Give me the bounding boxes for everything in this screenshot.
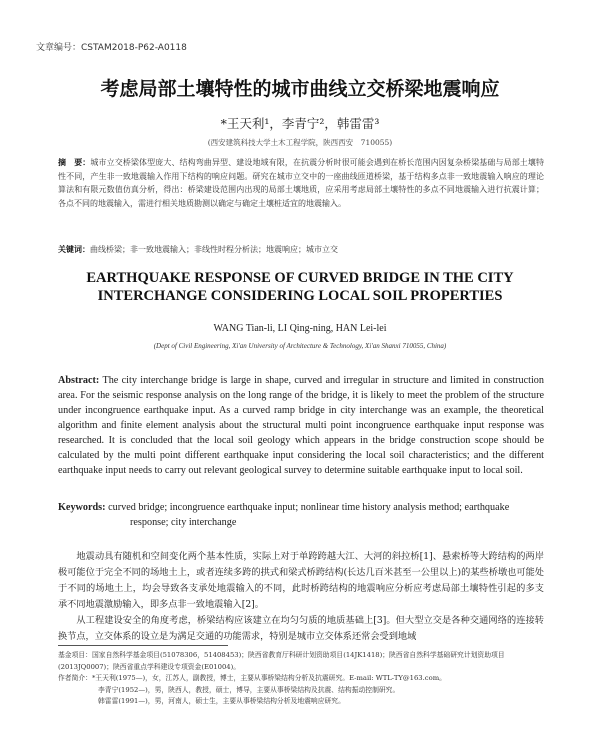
- body-text: [58, 549, 544, 645]
- english-abstract-label: Abstract:: [58, 375, 100, 386]
- english-keywords-label: Keywords:: [58, 502, 106, 513]
- chinese-affiliation: (西安建筑科技大学土木工程学院，陕西西安 710055): [207, 138, 393, 147]
- chinese-abstract: [58, 156, 544, 210]
- footnote-author-1-text: *王天利(1975—)，女，江苏人，副教授，博士，主要从事桥梁结构分析及抗震研究。E-mail: WTL-TY@163.com。: [91, 674, 446, 682]
- english-authors: WANG Tian-li, LI Qing-ning, HAN Lei-lei: [213, 323, 387, 334]
- chinese-keywords-text: 曲线桥梁；非一致地震输入；非线性时程分析法；地震响应；城市立交: [90, 245, 338, 254]
- chinese-title: 考虑局部土壤特性的城市曲线立交桥梁地震响应: [100, 78, 500, 100]
- footnote-author-1: [58, 673, 544, 685]
- chinese-abstract-label: 摘 要：: [58, 157, 91, 167]
- footnote-rule: [58, 645, 228, 646]
- footnotes: [58, 650, 544, 708]
- body-paragraph-2: 从工程建设安全的角度考虑，桥梁结构应该建立在均匀匀质的地质基础上[3]。但大型立交是各种交通网络的连接转换节点，立交体系的设立是为满足交通的功能需求，特别是城市立交体系还常会受到地域: [58, 615, 544, 642]
- footnote-funding: [58, 650, 544, 673]
- footnote-author-3: 韩雷雷(1991—)，男，河南人，硕士生，主要从事桥梁结构分析及地震响应研究。: [98, 697, 345, 705]
- chinese-abstract-text: 城市立交桥梁体型庞大、结构弯曲异型、建设地域有限，在抗震分析时很可能会遇到在桥长范围内因复杂桥梁基础与局部土壤特性不同，产生非一致地震输入作用下结构的响应问题。研究在城市立交中的一座曲线匝道桥梁，基于结构多点非一致地震输入响应的理论算法和有限元数值仿真分析，得出：桥梁建设范围内出现的局部土壤地质，应采用考虑局部土壤特性的多点不同地震输入进行抗震计算；各点不同的地震输入，需进行相关地质勘测以确定与确定土壤桩适宜的地震输入。: [58, 158, 545, 208]
- english-keywords: [58, 500, 544, 530]
- body-paragraph-1: 地震动具有随机和空间变化两个基本性质，实际上对于单跨跨越大江、大河的斜拉桥[1]、悬索桥等大跨结构的两岸极可能位于完全不同的场地土上，或者连续多跨的拱式和梁式桥跨结构(长达几百米甚至一公里以上)的某些桥墩也可能处于不同的场地土上，均会导致各支承处地震输入的不同，此时桥跨结构的地震响应分析应考虑局部土壤特性引起的多支承不同地震激励输入，即多点非一致地震输入[2]。: [58, 551, 544, 610]
- footnote-funding-text: 国家自然科学基金项目(51078306，51408453)；陕西省教育厅科研计划资助项目(14JK1418)；陕西省自然科学基础研究计划资助项目(2013JQ0007)；陕西省重点学科建设专项资金(E01004)。: [58, 651, 505, 671]
- footnote-author-label: 作者简介：: [58, 674, 92, 682]
- chinese-keywords-label: 关键词：: [58, 244, 90, 254]
- english-keywords-text: curved bridge; incongruence earthquake input; nonlinear time history analysis method; earthquake response; city interchange: [108, 502, 510, 528]
- chinese-keywords: [58, 244, 544, 255]
- english-title-line2: INTERCHANGE CONSIDERING LOCAL SOIL PROPERTIES: [97, 288, 503, 304]
- english-title: [40, 269, 560, 305]
- footnote-author-2: 李青宁(1952—)，男，陕西人，教授，硕士，博导，主要从事桥梁结构及抗震、结构振动控制研究。: [98, 685, 400, 694]
- english-affiliation: (Dept of Civil Engineering, Xi'an University of Architecture & Technology, Xi'an Shanxi 710055, China): [153, 342, 447, 350]
- english-title-line1: EARTHQUAKE RESPONSE OF CURVED BRIDGE IN THE CITY: [86, 270, 514, 286]
- chinese-authors: *王天利¹，李青宁²，韩雷雷³: [220, 116, 380, 131]
- english-abstract: [58, 373, 544, 478]
- english-abstract-text: The city interchange bridge is large in shape, curved and irregular in structure and limited in construction area. For the seismic response analysis on the long range of the bridge, it is likely to meet the problem of the structure under incongruence earthquake input. As a curved ramp bridge in city interchange was an example, the theoretical algorithm and finite element analysis about the structural multi point incongruence earthquake input response was researched. It is concluded that the local soil geology which appears in the bridge construction scope should be calculated by the multi point different earthquake input considering the local soil characteristics; and the different earthquake input needs to carry out relevant geological survey to determine suitable earthquake input to local soil.: [58, 375, 544, 476]
- footnote-funding-label: 基金项目：: [58, 651, 92, 659]
- article-id: 文章编号：CSTAM2018-P62-A0118: [36, 43, 187, 53]
